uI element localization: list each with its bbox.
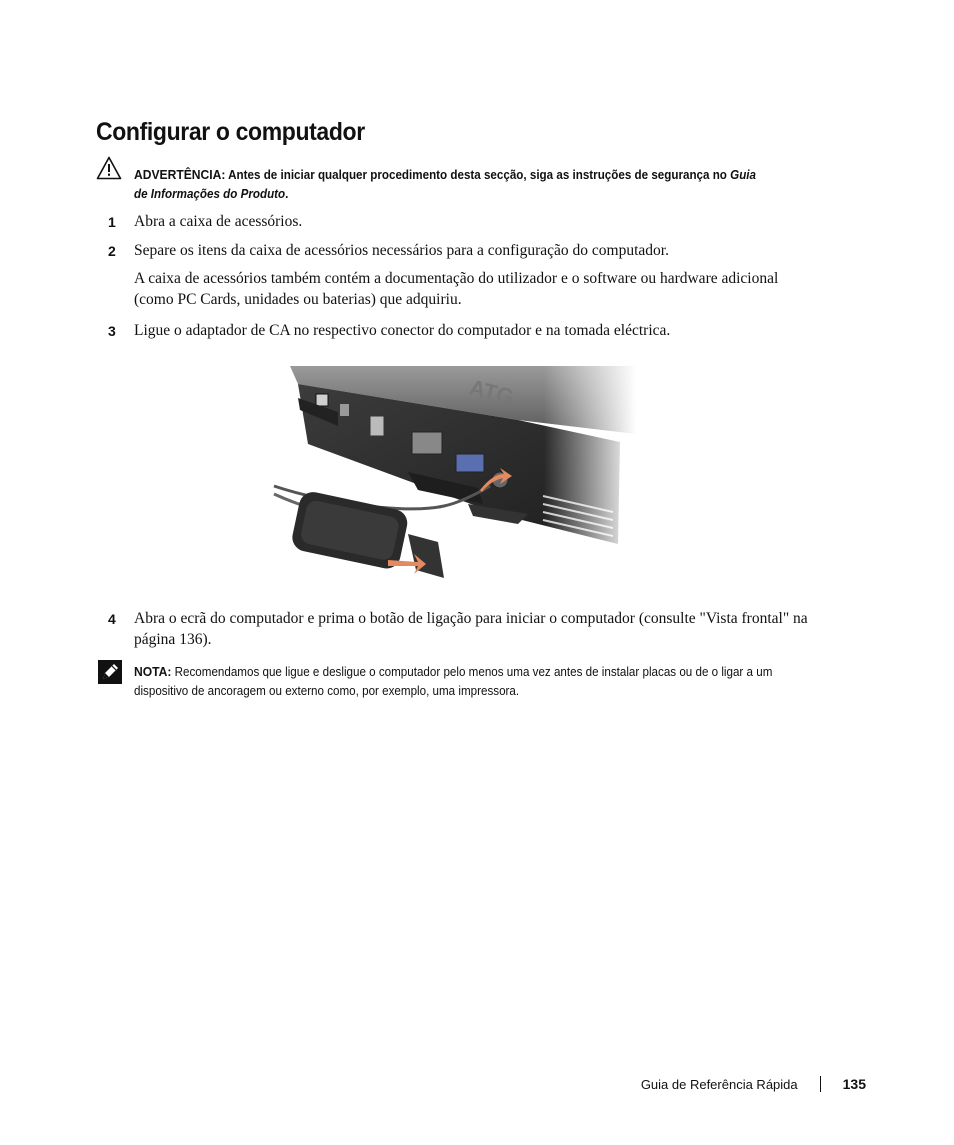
note-message: [134, 662, 822, 701]
footer-guide-name: Guia de Referência Rápida: [640, 1076, 798, 1092]
page-title: Configurar o computador: [96, 118, 365, 146]
step-1-number: 1: [108, 214, 116, 230]
note-label: NOTA:: [134, 664, 172, 679]
warning-triangle-icon: [96, 156, 122, 180]
warning-doc-title-2: de Informações do Produto: [134, 187, 286, 201]
footer-separator: [820, 1076, 821, 1092]
warning-doc-title-1: Guia: [730, 168, 757, 182]
note-body: Recomendamos que ligue e desligue o computador pelo menos uma vez antes de instalar placas ou de o ligar a um dispositivo de ancoragem ou externo como, por exemplo, uma impressora.: [134, 665, 773, 698]
warning-label: ADVERTÊNCIA:: [134, 167, 226, 182]
step-3-number: 3: [108, 323, 116, 339]
page-footer: [641, 1076, 866, 1092]
step-1-text: Abra a caixa de acessórios.: [134, 213, 303, 230]
ac-adapter-illustration: [268, 364, 636, 592]
page-number: 135: [842, 1076, 866, 1092]
step-2-number: 2: [108, 243, 116, 259]
step-3-text: Ligue o adaptador de CA no respectivo conector do computador e na tomada eléctrica.: [134, 322, 671, 339]
step-2-text: Separe os itens da caixa de acessórios necessários para a configuração do computador.: [134, 242, 669, 259]
note-pencil-icon: [98, 660, 122, 684]
step-2-subtext: A caixa de acessórios também contém a documentação do utilizador e o software ou hardware adicional (como PC Cards, unidades ou baterias) que adquiriu.: [134, 270, 779, 308]
warning-message: [134, 165, 813, 204]
warning-trailing: .: [285, 187, 289, 201]
warning-body: Antes de iniciar qualquer procedimento desta secção, siga as instruções de segurança no: [228, 168, 727, 182]
step-4-text: Abra o ecrã do computador e prima o botão de ligação para iniciar o computador (consulte "Vista frontal" na página 136).: [134, 610, 808, 648]
step-4-number: 4: [108, 611, 116, 627]
